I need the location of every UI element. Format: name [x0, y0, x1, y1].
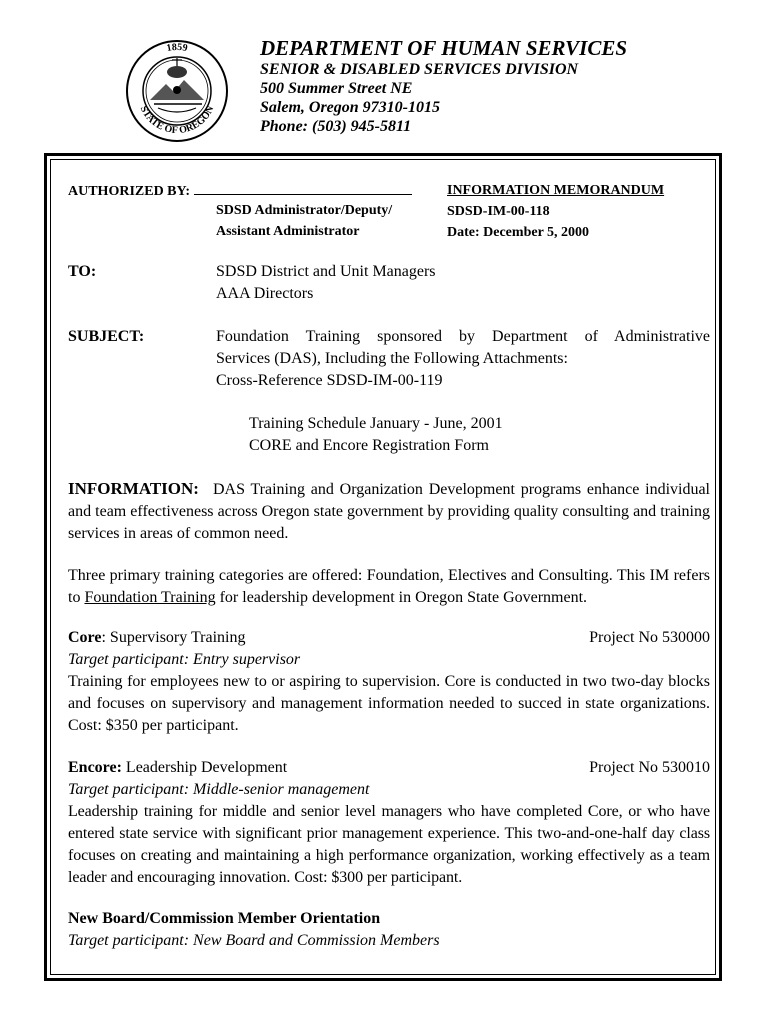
letterhead	[260, 36, 627, 136]
phone-number: Phone: (503) 945-5811	[260, 118, 412, 135]
core-name: Core	[68, 629, 102, 646]
encore-project-number: Project No 530010	[589, 759, 710, 776]
memo-date: Date: December 5, 2000	[447, 225, 590, 240]
information-label: INFORMATION:	[68, 479, 199, 498]
core-project-number: Project No 530000	[589, 629, 710, 646]
svg-text:1859: 1859	[165, 41, 189, 55]
core-section	[68, 627, 710, 737]
memo-type: INFORMATION MEMORANDUM	[447, 183, 665, 198]
board-target: Target participant: New Board and Commission Members	[68, 932, 440, 949]
board-title: New Board/Commission Member Orientation	[68, 910, 381, 927]
information-paragraph: INFORMATION: DAS Training and Organization Development programs enhance individual and team effectiveness across Oregon state government by providing quality consulting and training services in areas of common need.	[68, 479, 710, 542]
to-recipients: SDSD District and Unit Managers AAA Directors	[216, 263, 436, 302]
board-section	[68, 908, 710, 952]
signature-line	[194, 180, 412, 195]
encore-description: Leadership training for middle and senior level managers who have completed Core, or who have entered state service with significant prior management experience. This two-and-one-half day class focuses on creating and maintaining a high performance organization, working effectively as a team leader and encouraging innovation. Cost: $300 per participant.	[68, 803, 710, 886]
authorized-signer: SDSD Administrator/Deputy/ Assistant Administrator	[216, 203, 393, 239]
categories-paragraph: Three primary training categories are offered: Foundation, Electives and Consulting. This IM refers to Foundation Training for leadership development in Oregon State Government.	[68, 567, 710, 606]
attachment-list: Training Schedule January - June, 2001 CORE and Encore Registration Form	[249, 415, 503, 454]
encore-target: Target participant: Middle-senior management	[68, 781, 370, 798]
division-name: SENIOR & DISABLED SERVICES DIVISION	[260, 61, 579, 78]
core-title: : Supervisory Training	[101, 629, 246, 646]
core-description: Training for employees new to or aspiring to supervision. Core is conducted in two two-day blocks and focuses on supervisory and management information needed to succed in state organizations. Cost: $350 per participant.	[68, 673, 710, 734]
street-address: 500 Summer Street NE	[260, 80, 413, 97]
encore-name: Encore:	[68, 759, 122, 776]
to-label: TO:	[68, 263, 97, 280]
core-target: Target participant: Entry supervisor	[68, 651, 301, 668]
oregon-state-seal	[124, 38, 230, 144]
encore-section	[68, 757, 710, 889]
subject-text: Foundation Training sponsored by Department of Administrative Services (DAS), Including the Following Attachments: Cross-Reference SDSD-IM-00-119	[216, 328, 710, 389]
department-title: DEPARTMENT OF HUMAN SERVICES	[260, 36, 628, 60]
memo-number: SDSD-IM-00-118	[447, 204, 550, 219]
city-address: Salem, Oregon 97310-1015	[260, 99, 440, 116]
subject-label: SUBJECT:	[68, 328, 145, 345]
memo-info	[447, 180, 664, 243]
authorized-by-label: AUTHORIZED BY:	[68, 180, 412, 202]
foundation-training-text: Foundation Training	[84, 589, 216, 606]
encore-title: Leadership Development	[121, 759, 288, 776]
svg-text:STATE OF OREGON: STATE OF OREGON	[137, 104, 217, 137]
